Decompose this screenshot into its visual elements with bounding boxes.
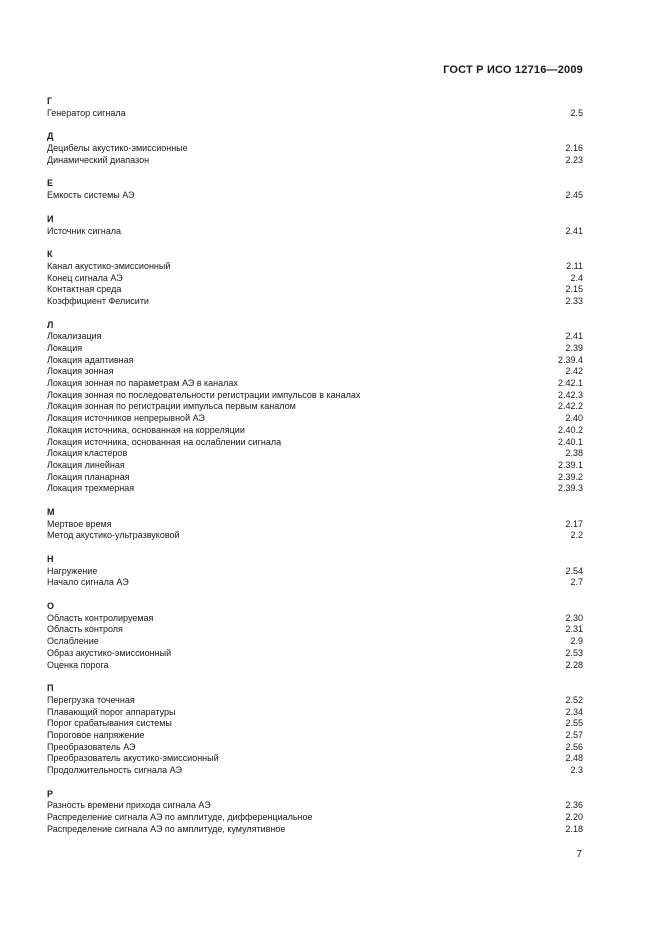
entry-reference: 2.23 (565, 154, 583, 165)
entry-reference: 2.53 (565, 647, 583, 658)
entry-reference: 2.31 (565, 624, 583, 635)
entry-reference: 2.39 (565, 343, 583, 353)
index-entry (47, 273, 583, 285)
entry-reference: 2.42 (565, 366, 583, 377)
section-letter: К (47, 249, 53, 260)
index-entry (47, 355, 583, 367)
entry-term: Контактная среда (47, 284, 122, 295)
entry-reference: 2.41 (565, 225, 583, 236)
entry-reference: 2.33 (565, 295, 583, 306)
entry-term: Нагружение (47, 565, 98, 576)
entry-term: Динамический диапазон (47, 154, 150, 165)
index-entry (47, 730, 583, 742)
index-entry (47, 261, 583, 273)
entry-reference: 2.42.1 (557, 378, 583, 389)
entry-reference: 2.5 (570, 107, 583, 118)
entry-term: Порог срабатывания системы (47, 718, 172, 729)
index-entry (47, 483, 583, 495)
index-section (47, 507, 583, 542)
index-entry (47, 190, 583, 202)
entry-reference: 2.55 (565, 718, 583, 729)
entry-reference: 2.39.1 (557, 459, 583, 470)
index-entry (47, 284, 583, 296)
index-entry (47, 343, 583, 355)
entry-reference: 2.2 (570, 530, 583, 541)
entry-term: Локация источника, основанная на ослаблении сигнала (47, 436, 282, 447)
entry-term: Локация адаптивная (47, 354, 134, 365)
entry-term: Область контроля (47, 624, 123, 635)
entry-reference: 2.36 (565, 800, 583, 811)
entry-term: Мертвое время (47, 518, 112, 529)
index-entry (47, 472, 583, 484)
index-entry (47, 566, 583, 578)
section-letter: Н (47, 554, 54, 564)
entry-term: Разность времени прихода сигнала АЭ (47, 800, 211, 811)
section-letter: М (47, 506, 55, 517)
section-letter: Е (47, 178, 54, 189)
index-entry (47, 413, 583, 425)
entry-reference: 2.39.4 (557, 354, 583, 365)
index-entry (47, 812, 583, 824)
section-letter: О (47, 601, 55, 612)
entry-term: Источник сигнала (47, 225, 121, 236)
entry-term: Пороговое напряжение (47, 729, 145, 740)
entry-term: Локация источников непрерывной АЭ (47, 413, 205, 424)
index-entry (47, 366, 583, 378)
entry-term: Оценка порога (47, 659, 109, 670)
index-section (47, 249, 583, 307)
index-section (47, 178, 583, 201)
entry-term: Емкость системы АЭ (47, 190, 135, 201)
entry-reference: 2.48 (565, 753, 583, 764)
entry-term: Распределение сигнала АЭ по амплитуде, дифференциальное (47, 812, 313, 823)
entry-reference: 2.9 (570, 636, 583, 647)
section-letter: Р (47, 788, 54, 799)
entry-term: Локация зонная по последовательности регистрации импульсов в каналах (47, 389, 361, 400)
entry-reference: 2.54 (565, 565, 583, 576)
index-entry (47, 824, 583, 836)
entry-term: Локация линейная (47, 459, 125, 470)
entry-term: Область контролируемая (47, 612, 154, 623)
entry-term: Локация зонная (47, 366, 114, 377)
index-entry (47, 460, 583, 472)
entry-reference: 2.42.2 (557, 401, 583, 412)
index-entry (47, 707, 583, 719)
entry-term: Локация (47, 343, 83, 353)
page-number: 7 (576, 849, 582, 860)
entry-reference: 2.41 (565, 331, 583, 342)
entry-reference: 2.38 (565, 448, 583, 459)
entry-reference: 2.4 (570, 272, 583, 283)
index-entry (47, 331, 583, 343)
entry-term: Коэффициент Фелисити (47, 295, 149, 306)
index-section (47, 601, 583, 671)
entry-reference: 2.39.2 (557, 471, 583, 482)
entry-term: Локация источника, основанная на корреляции (47, 424, 245, 435)
index-entry (47, 530, 583, 542)
entry-term: Перегрузка точечная (47, 694, 135, 705)
entry-term: Метод акустико-ультразвуковой (47, 530, 180, 541)
index-entry (47, 143, 583, 155)
index-entry (47, 636, 583, 648)
entry-reference: 2.7 (570, 577, 583, 588)
index-entry (47, 437, 583, 449)
entry-reference: 2.28 (565, 659, 583, 670)
entry-term: Локация зонная по параметрам АЭ в каналах (47, 378, 238, 389)
index-entry (47, 390, 583, 402)
index-entry (47, 378, 583, 390)
section-letter: Л (47, 319, 54, 330)
entry-term: Локация трехмерная (47, 483, 135, 494)
entry-term: Локация планарная (47, 471, 130, 482)
entry-term: Распределение сигнала АЭ по амплитуде, кумулятивное (47, 823, 286, 834)
alphabetical-index (47, 96, 583, 847)
index-section (47, 320, 583, 495)
entry-term: Преобразователь АЭ (47, 741, 136, 752)
entry-reference: 2.40.2 (557, 424, 583, 435)
entry-term: Продолжительность сигнала АЭ (47, 765, 182, 775)
entry-reference: 2.56 (565, 741, 583, 752)
document-header: ГОСТ Р ИСО 12716—2009 (443, 64, 583, 76)
index-section (47, 96, 583, 119)
section-letter: П (47, 683, 54, 694)
index-entry (47, 660, 583, 672)
entry-term: Локация зонная по регистрации импульса первым каналом (47, 401, 296, 412)
index-entry (47, 226, 583, 238)
entry-reference: 2.16 (565, 143, 583, 154)
entry-term: Канал акустико-эмиссионный (47, 260, 171, 271)
entry-term: Начало сигнала АЭ (47, 577, 129, 588)
index-entry (47, 425, 583, 437)
index-section (47, 554, 583, 589)
entry-reference: 2.11 (566, 260, 583, 271)
index-entry (47, 753, 583, 765)
entry-term: Образ акустико-эмиссионный (47, 647, 172, 658)
index-entry (47, 800, 583, 812)
entry-reference: 2.3 (570, 765, 583, 775)
index-entry (47, 108, 583, 120)
index-entry (47, 577, 583, 589)
entry-reference: 2.39.3 (557, 483, 583, 494)
index-section (47, 789, 583, 836)
index-section (47, 214, 583, 237)
index-entry (47, 613, 583, 625)
entry-term: Децибелы акустико-эмиссионные (47, 143, 188, 154)
entry-term: Плавающий порог аппаратуры (47, 706, 176, 717)
entry-reference: 2.45 (565, 190, 583, 201)
entry-term: Ослабление (47, 636, 99, 647)
entry-reference: 2.30 (565, 612, 583, 623)
index-entry (47, 155, 583, 167)
index-entry (47, 296, 583, 308)
entry-reference: 2.18 (565, 823, 583, 834)
entry-reference: 2.17 (565, 518, 583, 529)
index-entry (47, 695, 583, 707)
section-letter: Д (47, 131, 54, 142)
index-entry (47, 519, 583, 531)
entry-term: Локация кластеров (47, 448, 128, 459)
entry-term: Генератор сигнала (47, 107, 126, 118)
index-entry (47, 624, 583, 636)
entry-reference: 2.40.1 (557, 436, 583, 447)
entry-reference: 2.20 (565, 812, 583, 823)
entry-term: Локализация (47, 331, 102, 342)
entry-term: Преобразователь акустико-эмиссионный (47, 753, 219, 764)
entry-reference: 2.40 (565, 413, 583, 424)
index-section (47, 683, 583, 777)
index-entry (47, 401, 583, 413)
entry-reference: 2.15 (565, 284, 583, 295)
index-section (47, 131, 583, 166)
section-letter: И (47, 213, 54, 224)
entry-reference: 2.34 (565, 706, 583, 717)
entry-reference: 2.57 (565, 729, 583, 740)
index-entry (47, 765, 583, 777)
entry-reference: 2.52 (565, 694, 583, 705)
index-entry (47, 718, 583, 730)
index-entry (47, 448, 583, 460)
index-entry (47, 648, 583, 660)
index-entry (47, 742, 583, 754)
entry-term: Конец сигнала АЭ (47, 272, 123, 283)
entry-reference: 2.42.3 (557, 389, 583, 400)
section-letter: Г (47, 96, 53, 106)
